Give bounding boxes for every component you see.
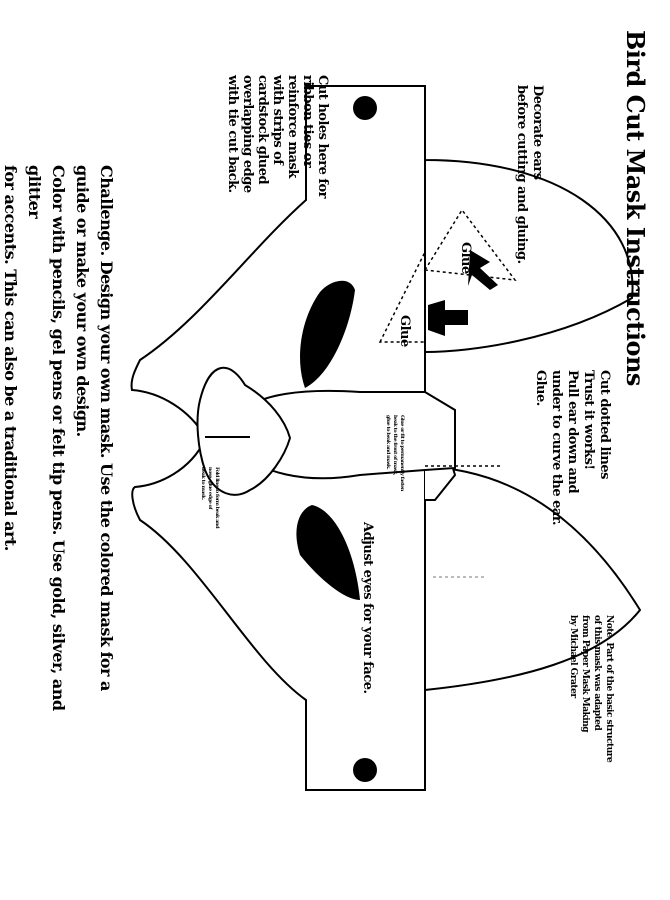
tie-hole-top bbox=[353, 96, 377, 120]
cut-dotted-note: Cut dotted lines Trust it works! Pull ear down and under to curve the ear. Glue. bbox=[533, 370, 612, 526]
glue-label: Glue bbox=[458, 242, 473, 274]
credit-note: Note. Part of the basic structure of this mask was adapted from Paper Mask Making by Michael Grater bbox=[568, 615, 614, 763]
beak-bottom-note: Fold line to form beak and nose, glue edge of beak to mask. bbox=[200, 467, 220, 529]
tie-hole-bottom bbox=[353, 758, 377, 782]
adjust-eyes-note: Adjust eyes for your face. bbox=[360, 522, 375, 694]
beak-top-note: Glue or fit to permanently fasten beak to the front of mask, glue to beak and mask. bbox=[385, 415, 405, 491]
challenge-text: Challenge. Design your own mask. Use the colored mask for a guide or make your own design. Color with pencils, gel pens or felt tip pens. Use gold, silver, and glitter for accents. This can also be a traditional art. bbox=[1, 165, 116, 711]
glue-label: Glue bbox=[397, 315, 412, 347]
decorate-note: Decorate ears before cutting and gluing. bbox=[514, 85, 545, 264]
page-title: Bird Cut Mask Instructions bbox=[621, 30, 650, 386]
cut-holes-note: Cut holes here for ribbon ties or reinforce mask with strips of cardstock glued overlapping edge with tie cut back. bbox=[225, 75, 330, 198]
